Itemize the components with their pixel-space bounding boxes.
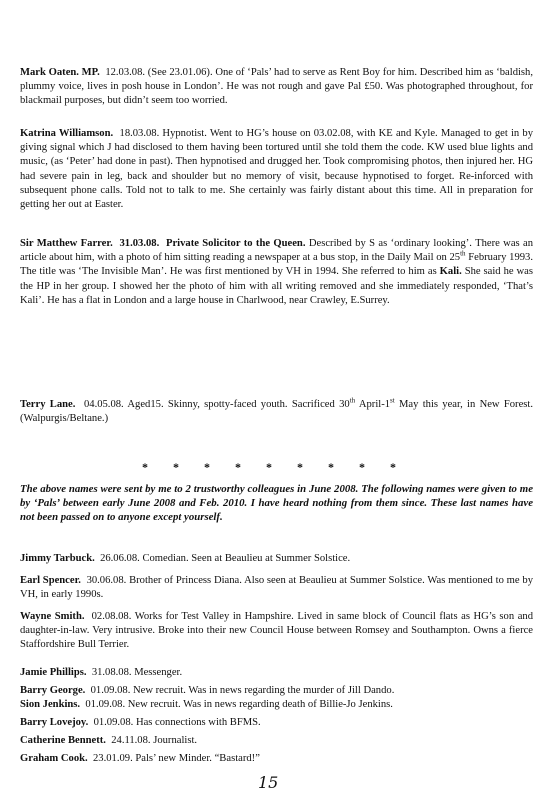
entry-alias: Kali. xyxy=(439,266,462,278)
entry-text: 12.03.08. (See 23.01.06). One of ‘Pals’ had to serve as Rent Boy for him. Described him as ‘baldish, plummy voice, lives in posh house in London’. He was not rough and gave Pal £50. Was photographed throughout, for blackmail purposes, but didn’t seem too worried. xyxy=(20,67,533,107)
entry-text: April-1 xyxy=(355,399,391,410)
entry-title: Private Solicitor to the Queen. xyxy=(165,238,306,249)
entry-name: Mark Oaten. MP. xyxy=(20,67,100,78)
entry-name: Terry Lane. xyxy=(20,399,76,410)
entry-barry-george xyxy=(20,684,533,698)
entry-text: 01.09.08. New recruit. Was in news regarding the murder of Jill Dando. xyxy=(90,685,395,696)
entry-catherine-bennett xyxy=(20,734,533,748)
entry-jamie-phillips xyxy=(20,666,533,680)
entry-text: 01.09.08. Has connections with BFMS. xyxy=(93,717,261,728)
entry-text: 26.06.08. Comedian. Seen at Beaulieu at Summer Solstice. xyxy=(100,553,351,564)
entry-name: Catherine Bennett. xyxy=(20,735,106,746)
entry-mark-oaten xyxy=(20,66,533,109)
entry-wayne-smith xyxy=(20,610,533,653)
entry-name: Jimmy Tarbuck. xyxy=(20,553,95,564)
entry-earl-spencer xyxy=(20,574,533,602)
entry-name: Sion Jenkins. xyxy=(20,699,81,710)
entry-name: Katrina Williamson. xyxy=(20,128,114,139)
entry-name: Graham Cook. xyxy=(20,753,88,764)
entry-graham-cook xyxy=(20,752,533,766)
entry-jimmy-tarbuck xyxy=(20,552,533,566)
entry-katrina-williamson xyxy=(20,127,533,212)
entry-text: February 1993. The title was ‘The Invisible Man’. He was first mentioned by VH in 1994. She referred to him as xyxy=(20,252,534,278)
entry-terry-lane xyxy=(20,398,533,426)
entry-name: Sir Matthew Farrer. xyxy=(20,238,113,249)
entry-name: Barry George. xyxy=(20,685,86,696)
entry-barry-lovejoy xyxy=(20,716,533,730)
entry-matthew-farrer xyxy=(20,237,533,308)
entry-text: 02.08.08. Works for Test Valley in Hampshire. Lived in same block of Council flats as HG’s son and daughter-in-law. Very intrusive. Broke into their new Council House between Romsey and Southampton. Owns a fierce Staffordshire Bull Terrier. xyxy=(20,611,534,651)
page-number: 15 xyxy=(258,773,279,792)
entry-text: 04.05.08. Aged15. Skinny, spotty-faced youth. Sacrificed 30 xyxy=(83,399,350,410)
entry-text: 31.08.08. Messenger. xyxy=(91,667,183,678)
section-separator: * * * * * * * * * xyxy=(142,460,407,474)
entry-text: 01.09.08. New recruit. Was in news regarding death of Billie-Jo Jenkins. xyxy=(85,699,393,710)
entry-text: Described by S as ‘ordinary looking’. There was an article about him, with a photo of him sitting reading a newspaper at a bus stop, in the Daily Mail on 25 xyxy=(20,238,534,264)
entry-name: Earl Spencer. xyxy=(20,575,81,586)
ordinal-suffix: th xyxy=(460,249,466,258)
entry-name: Jamie Phillips. xyxy=(20,667,87,678)
entry-text: 24.11.08. Journalist. xyxy=(111,735,198,746)
entry-name: Barry Lovejoy. xyxy=(20,717,89,728)
entry-date: 31.03.08. xyxy=(119,238,160,249)
entry-text: 30.06.08. Brother of Princess Diana. Also seen at Beaulieu at Summer Solstice. Was mentioned to me by VH, in early 1990s. xyxy=(20,575,533,601)
italic-note: The above names were sent by me to 2 trustworthy colleagues in June 2008. The following names were given to me by ‘Pals’ between early June 2008 and Feb. 2010. I have heard nothing from them since. These last names have not been passed on to anyone except yourself. xyxy=(20,483,533,524)
entry-text: 23.01.09. Pals’ new Minder. “Bastard!” xyxy=(92,753,260,764)
ordinal-suffix: th xyxy=(349,396,356,405)
entry-text: 18.03.08. Hypnotist. Went to HG’s house on 03.02.08, with KE and Kyle. Managed to get in by giving signal which J had disclosed to them having been tortured until she told them the code. KW used blue lights and music, (as ‘Peter’ had done in past). Then hypnotised and drugged her. Took compromising photos, then injured her. HG had severe pain in leg, back and shoulder but no memory of visit, because hypnotised to forget. Re-inforced with subsequent phone calls. Told not to talk to me. She certainly was fairly distant about this time. All in preparation for getting her out at Easter. xyxy=(20,128,533,211)
entry-text: She said he was the HP in her group. I showed her the photo of him with all writing removed and she immediately responded, ‘That’s Kali’. He has a flat in London and a large house in Charlwood, near Crawley, E.Surrey. xyxy=(20,266,533,306)
entry-sion-jenkins xyxy=(20,698,533,712)
entry-name: Wayne Smith. xyxy=(20,611,85,622)
ordinal-suffix: st xyxy=(390,396,395,405)
entry-text: May this year, in New Forest. (Walpurgis/Beltane.) xyxy=(20,399,533,425)
